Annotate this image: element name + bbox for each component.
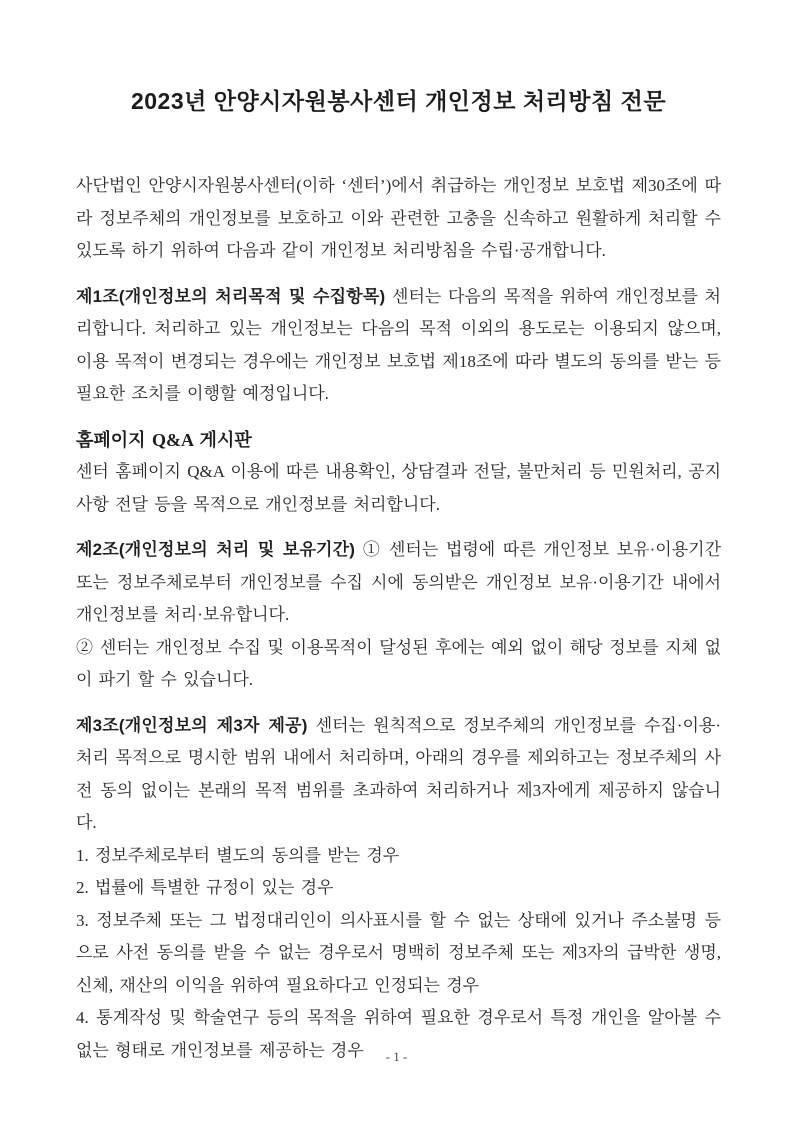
article1-paragraph [76,281,721,411]
list-item: 4. 통계작성 및 학술연구 등의 목적을 위하여 필요한 경우로서 특정 개인을 알아볼 수 없는 형태로 개인정보를 제공하는 경우 [76,1008,721,1060]
article3-exception-list [76,840,721,1068]
list-item: 1. 정보주체로부터 별도의 동의를 받는 경우 [76,845,400,865]
article1-body: 센터는 다음의 목적을 위하여 개인정보를 처리합니다. 처리하고 있는 개인정보는 다음의 목적 이외의 용도로는 이용되지 않으며, 이용 목적이 변경되는 경우에는 개인정보 보호법 제18조에 따라 별도의 동의를 받는 등 필요한 조치를 이행할 예정입니다. [76,286,721,403]
qna-body: 센터 홈페이지 Q&A 이용에 따른 내용확인, 상담결과 전달, 불만처리 등 민원처리, 공지사항 전달 등을 목적으로 개인정보를 처리합니다. [76,462,721,514]
document-title: 2023년 안양시자원봉사센터 개인정보 처리방침 전문 [130,88,667,114]
qna-section [76,424,721,522]
article1-heading: 제1조(개인정보의 처리목적 및 수집항목) [76,286,386,306]
intro-paragraph: 사단법인 안양시자원봉사센터(이하 ‘센터’)에서 취급하는 개인정보 보호법 제30조에 따라 정보주체의 개인정보를 보호하고 이와 관련한 고충을 신속하고 원활하게 처리할 수 있도록 하기 위하여 다음과 같이 개인정보 처리방침을 수립·공개합니다. [76,176,721,260]
article3-heading: 제3조(개인정보의 제3자 제공) [76,715,308,735]
article2-paragraph [76,534,721,697]
list-item: 2. 법률에 특별한 규정이 있는 경우 [76,878,334,897]
article3-body: 센터는 원칙적으로 정보주체의 개인정보를 수집·이용·처리 목적으로 명시한 범위 내에서 처리하며, 아래의 경우를 제외하고는 정보주체의 사전 동의 없이는 본래의 목적 범위를 초과하여 처리하거나 제3자에게 제공하지 않습니다. [76,715,721,832]
article2-heading: 제2조(개인정보의 처리 및 보유기간) [76,540,356,559]
article2-clause1-text: ① 센터는 법령에 따른 개인정보 보유·이용기간 또는 정보주체로부터 개인정보를 수집 시에 동의받은 개인정보 보유·이용기간 내에서 개인정보를 처리·보유합니다. [76,540,721,624]
article2-clause2: ② 센터는 개인정보 수집 및 이용목적이 달성된 후에는 예외 없이 해당 정보를 지체 없이 파기 할 수 있습니다. [76,637,721,689]
article3-paragraph [76,710,721,840]
page-number: - 1 - [385,1049,408,1064]
article2-clause1 [76,534,721,632]
qna-heading: 홈페이지 Q&A 게시판 [76,429,252,450]
list-item: 3. 정보주체 또는 그 법정대리인이 의사표시를 할 수 없는 상태에 있거나 주소불명 등으로 사전 동의를 받을 수 없는 경우로서 명백히 정보주체 또는 제3자의 급박한 생명, 신체, 재산의 이익을 위하여 필요하다고 인정되는 경우 [76,910,721,995]
